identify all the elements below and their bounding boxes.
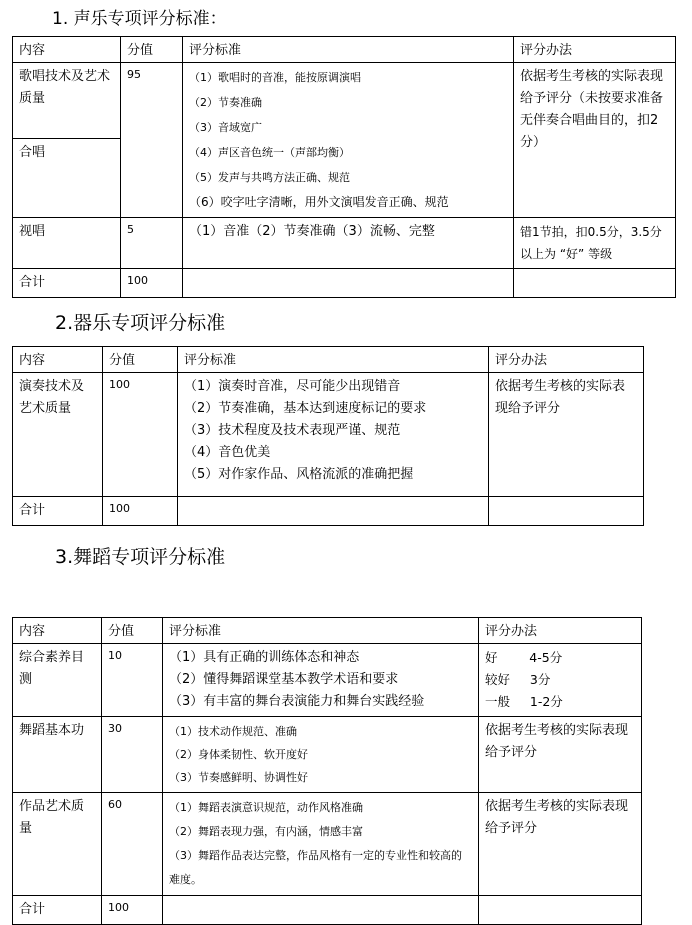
table-row	[13, 793, 642, 896]
score-cell: 30	[102, 717, 163, 793]
header-content: 内容	[13, 618, 102, 644]
header-method: 评分办法	[479, 618, 642, 644]
dance-scoring-table	[12, 617, 642, 925]
criteria-item: （3）音域宽广	[189, 121, 262, 134]
criteria-item: （1）演奏时音准，尽可能少出现错音	[184, 379, 401, 394]
criteria-item: （4）声区音色统一（声部均衡）	[189, 146, 350, 159]
method-cell: 依据考生考核的实际表现给予评分	[479, 793, 642, 896]
score-cell: 100	[103, 373, 178, 497]
grade-item: 好 4-5分	[485, 650, 563, 665]
instrumental-scoring-table	[12, 346, 644, 526]
criteria-cell	[163, 644, 479, 717]
criteria-item: （3）节奏感鲜明、协调性好	[169, 771, 308, 784]
method-cell	[479, 644, 642, 717]
criteria-item: （2）节奏准确	[189, 96, 262, 109]
criteria-cell	[183, 63, 514, 218]
method-cell: 错1节拍，扣0.5分，3.5分以上为 “好” 等级	[514, 218, 676, 269]
section3-heading: 3.舞蹈专项评分标准	[55, 546, 226, 568]
table-header-row	[13, 37, 676, 63]
method-cell: 依据考生考核的实际表现给予评分	[489, 373, 644, 497]
header-score: 分值	[102, 618, 163, 644]
header-score: 分值	[121, 37, 183, 63]
content-cell: 舞蹈基本功	[13, 717, 102, 793]
header-method: 评分办法	[514, 37, 676, 63]
total-label: 合计	[13, 269, 121, 298]
score-cell: 5	[121, 218, 183, 269]
total-score: 100	[103, 497, 178, 526]
total-label: 合计	[13, 896, 102, 925]
criteria-item: （1）歌唱时的音准，能按原调演唱	[189, 71, 361, 84]
criteria-item: （2）节奏准确，基本达到速度标记的要求	[184, 401, 427, 416]
header-criteria: 评分标准	[163, 618, 479, 644]
total-score: 100	[121, 269, 183, 298]
content-cell: 合唱	[13, 139, 121, 218]
criteria-item: （2）舞蹈表现力强，有内涵，情感丰富	[169, 825, 363, 838]
total-label: 合计	[13, 497, 103, 526]
header-criteria: 评分标准	[183, 37, 514, 63]
empty-cell	[183, 269, 514, 298]
table-row	[13, 63, 676, 139]
criteria-item: （5）发声与共鸣方法正确、规范	[189, 171, 350, 184]
vocal-scoring-table	[12, 36, 676, 298]
header-method: 评分办法	[489, 347, 644, 373]
score-cell: 95	[121, 63, 183, 218]
criteria-cell	[163, 717, 479, 793]
table-row	[13, 717, 642, 793]
score-cell: 60	[102, 793, 163, 896]
criteria-cell: （1）音准（2）节奏准确（3）流畅、完整	[183, 218, 514, 269]
section2-heading: 2.器乐专项评分标准	[55, 312, 226, 334]
header-content: 内容	[13, 347, 103, 373]
table-header-row	[13, 618, 642, 644]
criteria-item: （1）具有正确的训练体态和神态	[169, 650, 360, 665]
criteria-item: （3）有丰富的舞台表演能力和舞台实践经验	[169, 694, 425, 709]
empty-cell	[163, 896, 479, 925]
content-cell: 视唱	[13, 218, 121, 269]
criteria-item: （1）舞蹈表演意识规范，动作风格准确	[169, 801, 363, 814]
header-content: 内容	[13, 37, 121, 63]
table-total-row	[13, 269, 676, 298]
grade-item: 较好 3分	[485, 672, 551, 687]
criteria-item: （6）咬字吐字清晰，用外文演唱发音正确、规范	[189, 195, 449, 209]
section1-heading: 1. 声乐专项评分标准：	[52, 9, 227, 29]
grade-item: 一般 1-2分	[485, 694, 563, 709]
criteria-item: （2）懂得舞蹈课堂基本教学术语和要求	[169, 672, 399, 687]
content-cell: 作品艺术质量	[13, 793, 102, 896]
criteria-item: （3）技术程度及技术表现严谨、规范	[184, 423, 401, 438]
criteria-item: （3）舞蹈作品表达完整，作品风格有一定的专业性和较高的难度。	[169, 849, 462, 886]
content-cell: 演奏技术及艺术质量	[13, 373, 103, 497]
criteria-item: （2）身体柔韧性、软开度好	[169, 748, 308, 761]
content-cell: 歌唱技术及艺术质量	[13, 63, 121, 139]
empty-cell	[489, 497, 644, 526]
table-row	[13, 218, 676, 269]
empty-cell	[514, 269, 676, 298]
criteria-item: （4）音色优美	[184, 445, 271, 460]
criteria-cell	[178, 373, 489, 497]
criteria-item: （1）技术动作规范、准确	[169, 725, 297, 738]
header-criteria: 评分标准	[178, 347, 489, 373]
table-header-row	[13, 347, 644, 373]
empty-cell	[178, 497, 489, 526]
empty-cell	[479, 896, 642, 925]
header-score: 分值	[103, 347, 178, 373]
method-cell: 依据考生考核的实际表现给予评分	[479, 717, 642, 793]
criteria-cell	[163, 793, 479, 896]
criteria-item: （5）对作家作品、风格流派的准确把握	[184, 467, 414, 482]
table-total-row	[13, 896, 642, 925]
method-cell: 依据考生考核的实际表现给予评分（未按要求准备无伴奏合唱曲目的，扣2分）	[514, 63, 676, 218]
table-row	[13, 644, 642, 717]
total-score: 100	[102, 896, 163, 925]
table-row	[13, 373, 644, 497]
content-cell: 综合素养目测	[13, 644, 102, 717]
score-cell: 10	[102, 644, 163, 717]
table-total-row	[13, 497, 644, 526]
